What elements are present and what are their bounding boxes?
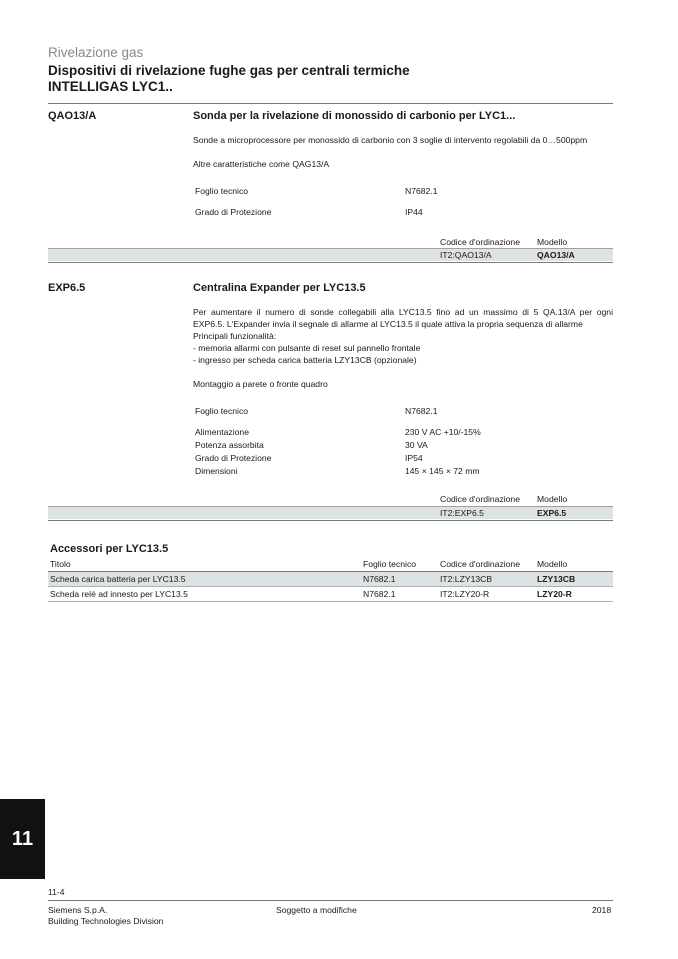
product1-model: QAO13/A <box>537 250 575 260</box>
product2-spec-label: Potenza assorbita <box>195 440 264 450</box>
product2-spec-value: IP54 <box>405 453 423 463</box>
product2-sheet-value: N7682.1 <box>405 406 438 416</box>
accessories-title: Accessori per LYC13.5 <box>50 543 169 555</box>
product2-title: Centralina Expander per LYC13.5 <box>193 282 366 294</box>
product1-order-header: Codice d'ordinazione <box>440 237 520 247</box>
page-title-line2: INTELLIGAS LYC1.. <box>48 79 173 94</box>
product2-spec-value: 30 VA <box>405 440 428 450</box>
product2-mount: Montaggio a parete o fronte quadro <box>193 379 328 389</box>
product2-order-code: IT2:EXP6.5 <box>440 508 484 518</box>
footer-notice: Soggetto a modifiche <box>276 905 357 915</box>
product2-spec-label: Grado di Protezione <box>195 453 272 463</box>
product2-order-header: Codice d'ordinazione <box>440 494 520 504</box>
product2-spec-label: Alimentazione <box>195 427 249 437</box>
chapter-tab: 11 <box>0 799 45 879</box>
accessories-col-code: Codice d'ordinazione <box>440 559 520 569</box>
header-divider <box>48 103 613 104</box>
product2-bullet: - ingresso per scheda carica batteria LZY13CB (opzionale) <box>193 355 417 365</box>
accessory-model: LZY13CB <box>537 574 576 584</box>
product1-description: Sonde a microprocessore per monossido di carbonio con 3 soglie di intervento regolabili da 0…500ppm <box>193 135 588 145</box>
page-number: 11-4 <box>48 887 65 897</box>
footer-divider <box>48 900 613 901</box>
accessories-bottom-rule <box>48 601 613 602</box>
product2-spec-value: 230 V AC +10/-15% <box>405 427 481 437</box>
accessories-row-rule <box>48 586 613 587</box>
product2-bullet: - memoria allarmi con pulsante di reset sul pannello frontale <box>193 343 421 353</box>
accessories-col-title: Titolo <box>50 559 71 569</box>
page-title <box>48 63 410 95</box>
footer-division: Building Technologies Division <box>48 916 164 926</box>
product1-order-row <box>48 249 613 261</box>
page-title-line1: Dispositivi di rivelazione fughe gas per centrali termiche <box>48 63 410 78</box>
product1-spec-label: Foglio tecnico <box>195 186 249 196</box>
product1-title: Sonda per la rivelazione di monossido di carbonio per LYC1... <box>193 110 516 122</box>
accessory-title: Scheda carica batteria per LYC13.5 <box>50 574 186 584</box>
product2-spec-label: Dimensioni <box>195 466 238 476</box>
accessory-sheet: N7682.1 <box>363 574 396 584</box>
product1-code: QAO13/A <box>48 110 97 122</box>
product1-spec-label: Grado di Protezione <box>195 207 272 217</box>
product2-desc-line1: Per aumentare il numero di sonde collegabili alla LYC13.5 fino ad un massimo di 5 QA.13/A per ogni <box>193 307 613 317</box>
accessory-code: IT2:LZY20-R <box>440 589 490 599</box>
footer-year: 2018 <box>592 905 612 915</box>
category-heading: Rivelazione gas <box>48 45 144 60</box>
product2-sheet-label: Foglio tecnico <box>195 406 249 416</box>
footer-company <box>48 905 163 927</box>
product2-order-row <box>48 507 613 519</box>
accessory-sheet: N7682.1 <box>363 589 396 599</box>
accessories-col-model: Modello <box>537 559 568 569</box>
footer-company-name: Siemens S.p.A. <box>48 905 108 915</box>
product2-spec-value: 145 × 145 × 72 mm <box>405 466 480 476</box>
product1-model-header: Modello <box>537 237 568 247</box>
accessory-model: LZY20-R <box>537 589 572 599</box>
product2-model-header: Modello <box>537 494 568 504</box>
product1-bottom-rule <box>48 262 613 263</box>
accessory-title: Scheda relè ad innesto per LYC13.5 <box>50 589 188 599</box>
product1-spec-value: IP44 <box>405 207 423 217</box>
product2-desc-line3: Principali funzionalità: <box>193 331 277 341</box>
accessories-col-sheet: Foglio tecnico <box>363 559 417 569</box>
product2-code: EXP6.5 <box>48 282 86 294</box>
product2-model: EXP6.5 <box>537 508 567 518</box>
product1-note: Altre caratteristiche come QAG13/A <box>193 159 330 169</box>
product1-spec-value: N7682.1 <box>405 186 438 196</box>
product1-order-code: IT2:QAO13/A <box>440 250 492 260</box>
product2-desc-line2: EXP6.5. L'Expander invia il segnale di allarme al LYC13.5 il quale attiva la propria sequenza di allarme <box>193 319 583 329</box>
product2-bottom-rule <box>48 520 613 521</box>
accessory-code: IT2:LZY13CB <box>440 574 493 584</box>
